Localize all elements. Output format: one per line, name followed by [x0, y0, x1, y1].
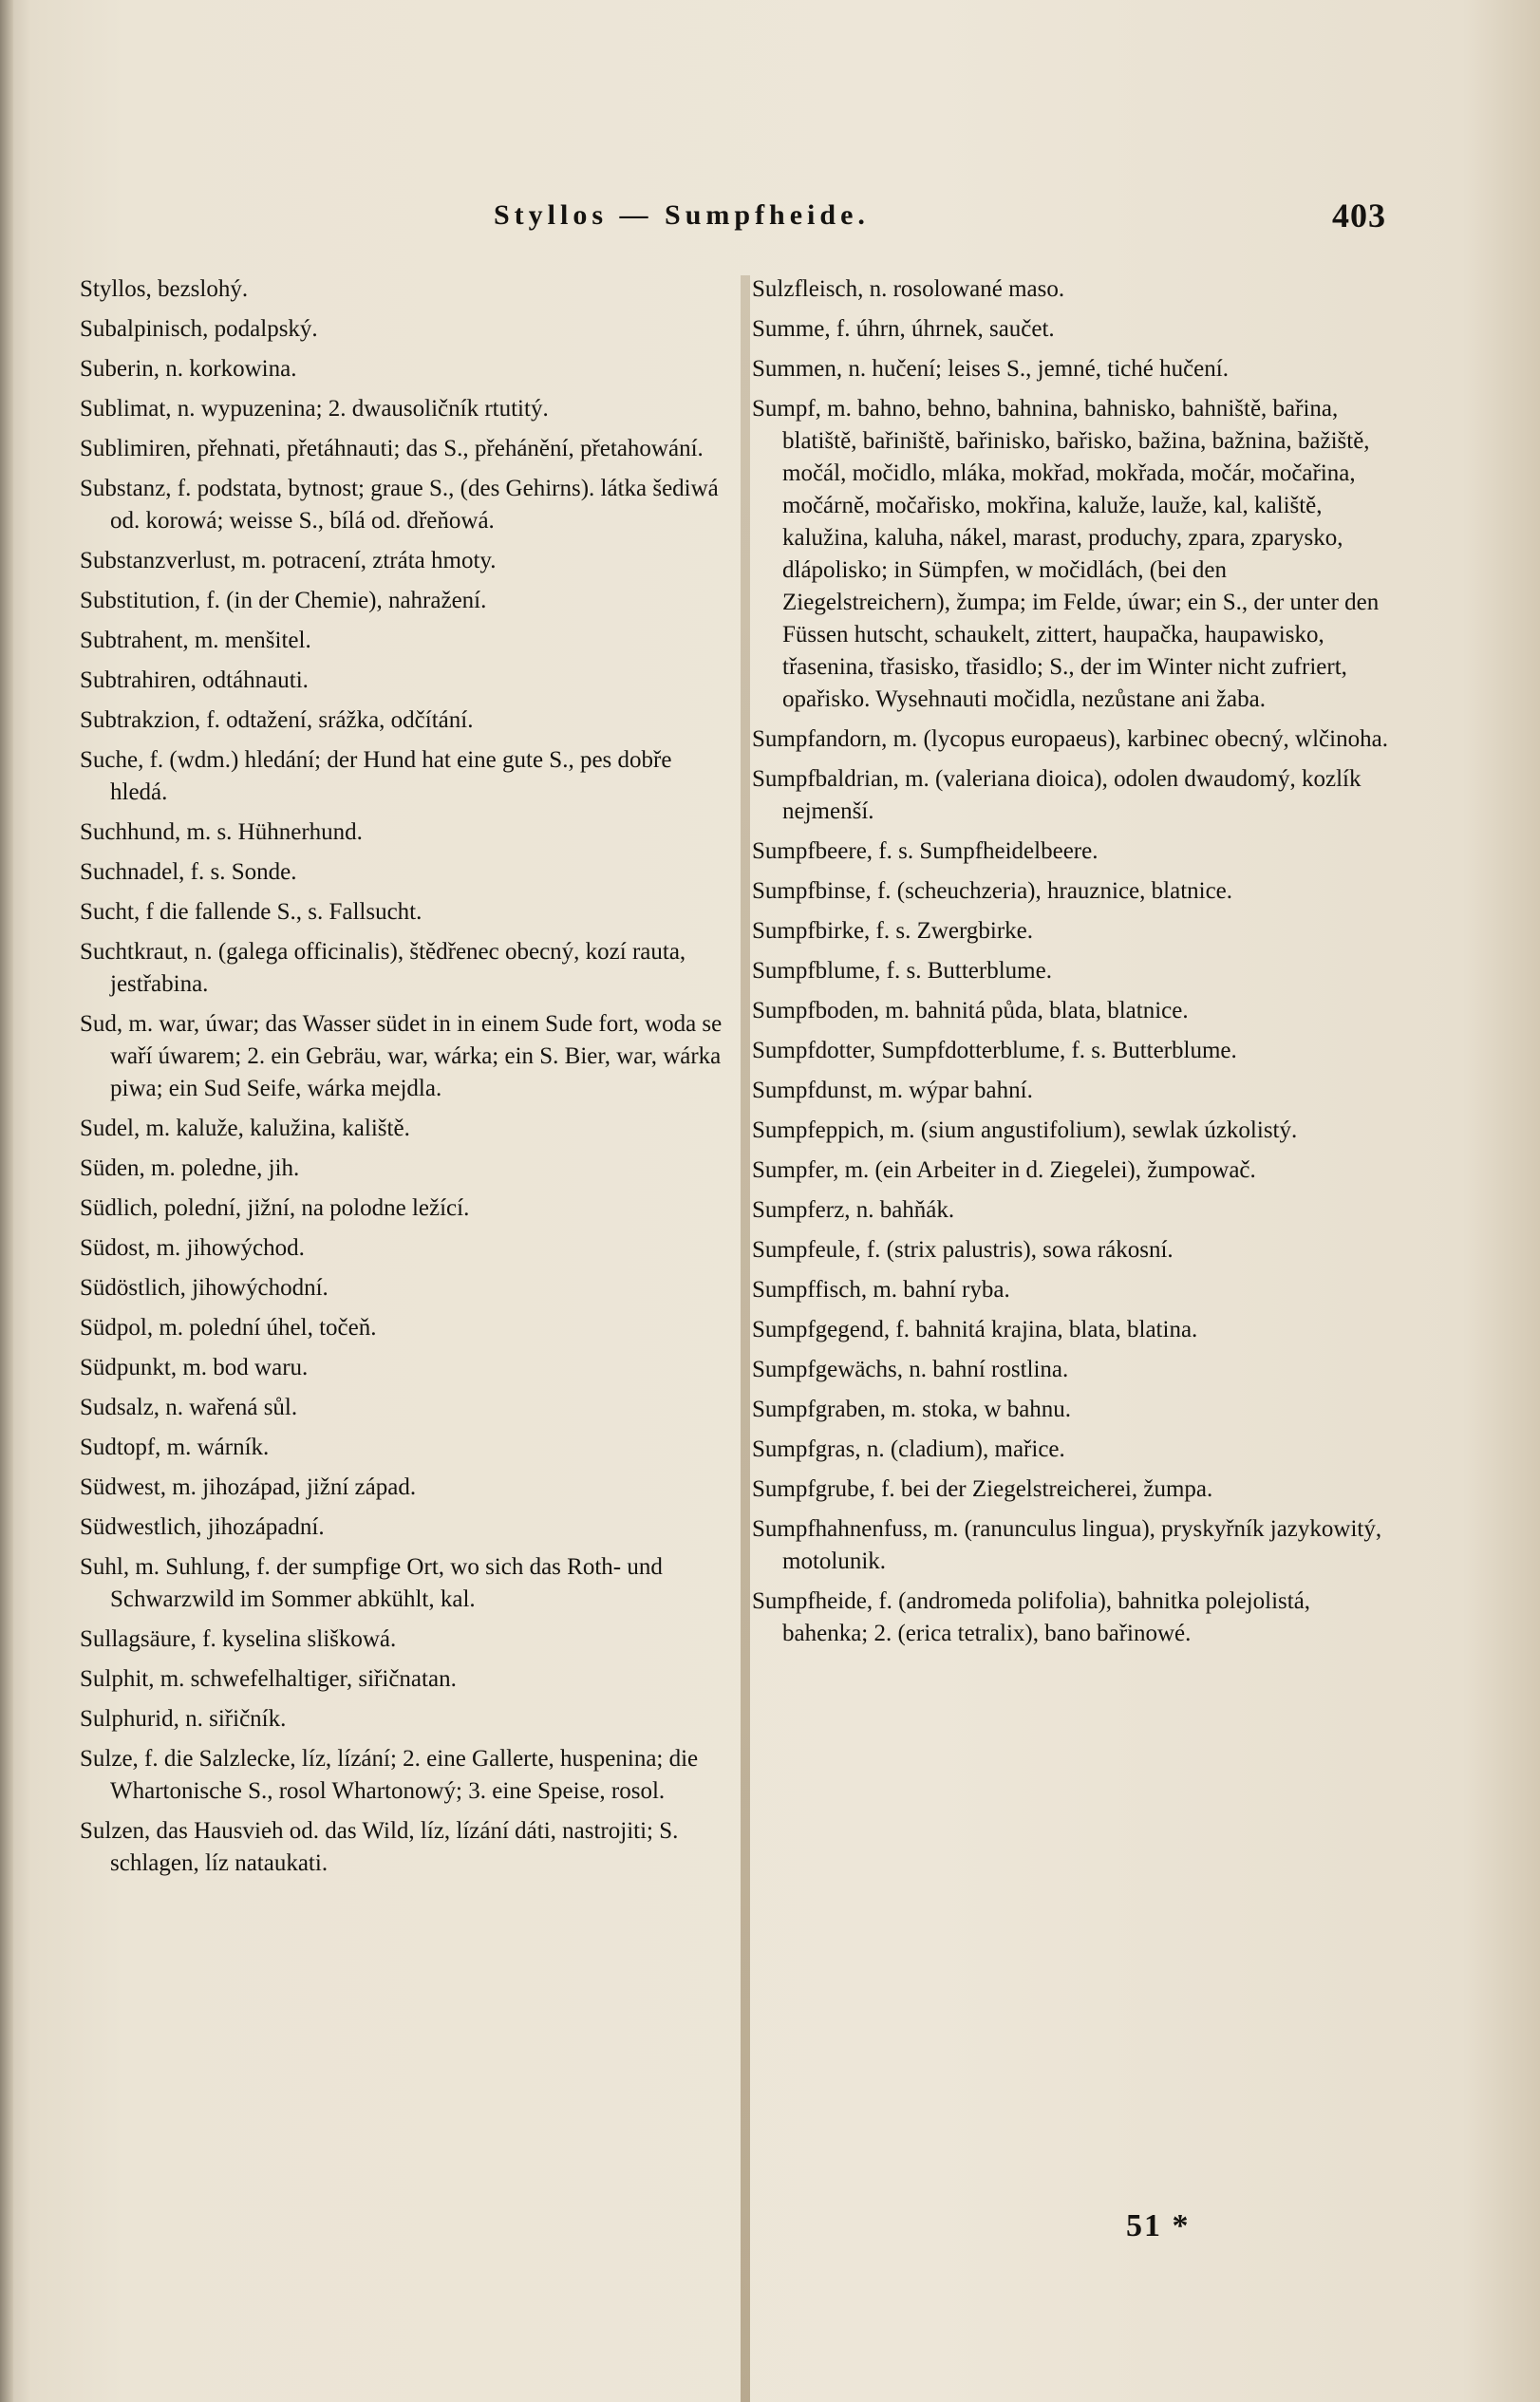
dictionary-entry: Südost, m. jihowýchod.	[80, 1235, 305, 1261]
left-column	[80, 273, 735, 1887]
dictionary-entry: Sumpfeppich, m. (sium angustifolium), sewlak úzkolistý.	[752, 1117, 1298, 1143]
dictionary-entry: Sulzen, das Hausvieh od. das Wild, líz, lízání dáti, nastrojiti; S. schlagen, líz nataukati.	[80, 1818, 679, 1876]
dictionary-entry: Südpunkt, m. bod waru.	[80, 1355, 309, 1380]
dictionary-entry: Substanz, f. podstata, bytnost; graue S., (des Gehirns). látka šediwá od. korowá; weisse S., bílá od. dřeňowá.	[80, 476, 719, 534]
signature-mark: 51 *	[1126, 2208, 1191, 2243]
dictionary-entry: Sumpfeule, f. (strix palustris), sowa rákosní.	[752, 1237, 1174, 1263]
dictionary-entry: Summen, n. hučení; leises S., jemné, tiché hučení.	[752, 356, 1229, 382]
right-column	[752, 273, 1390, 1658]
dictionary-entry: Suchtkraut, n. (galega officinalis), štědřenec obecný, kozí rauta, jestřabina.	[80, 939, 686, 997]
dictionary-entry: Sumpfhahnenfuss, m. (ranunculus lingua), pryskyřník jazykowitý, motolunik.	[752, 1516, 1382, 1574]
dictionary-entry: Sulze, f. die Salzlecke, líz, lízání; 2. eine Gallerte, huspenina; die Whartonische S., rosol Whartonowý; 3. eine Speise, rosol.	[80, 1746, 699, 1804]
dictionary-entry: Sumpfheide, f. (andromeda polifolia), bahnitka polejolistá, bahenka; 2. (erica tetralix), bano bařinowé.	[752, 1588, 1311, 1646]
dictionary-entry: Sumpfdotter, Sumpfdotterblume, f. s. Butterblume.	[752, 1038, 1237, 1063]
dictionary-entry: Suchhund, m. s. Hühnerhund.	[80, 819, 363, 845]
dictionary-entry: Sudtopf, m. wárník.	[80, 1435, 270, 1460]
dictionary-entry: Suhl, m. Suhlung, f. der sumpfige Ort, wo sich das Roth- und Schwarzwild im Sommer abkühlt, kal.	[80, 1554, 663, 1612]
dictionary-entry: Subalpinisch, podalpský.	[80, 316, 318, 342]
dictionary-entry: Suberin, n. korkowina.	[80, 356, 297, 382]
dictionary-entry: Südpol, m. polední úhel, točeň.	[80, 1315, 377, 1341]
dictionary-entry: Sublimat, n. wypuzenina; 2. dwausoličník rtutitý.	[80, 396, 549, 422]
dictionary-entry: Substanzverlust, m. potracení, ztráta hmoty.	[80, 548, 497, 573]
dictionary-entry: Sumpf, m. bahno, behno, bahnina, bahnisko, bahniště, bařina, blatiště, bařiniště, bařinisko, bařisko, bažina, bažnina, bažiště, močál, močidlo, mláka, mokřad, mokřada, močár, močařina, močárně, močařisko, mokřina, kaluže, lauže, kal, kaliště, kalužina, kaluha, nákel, marast, produchy, zpara, zparysko, dlápolisko; in Sümpfen, w močidlách, (bei den Ziegelstreichern), žumpa; im Felde, úwar; ein S., der unter den Füssen hutscht, schaukelt, zittert, haupačka, haupawisko, třasenina, třasisko, třasidlo; S., der im Winter nicht zufriert, opařisko. Wysehnauti močidla, nezůstane ani žaba.	[752, 396, 1380, 712]
dictionary-entry: Sumpfer, m. (ein Arbeiter in d. Ziegelei), žumpowač.	[752, 1157, 1256, 1183]
dictionary-entry: Styllos, bezslohý.	[80, 276, 249, 302]
dictionary-entry: Südwest, m. jihozápad, jižní západ.	[80, 1474, 417, 1500]
running-header	[475, 199, 1386, 247]
dictionary-entry: Sumpfboden, m. bahnitá půda, blata, blatnice.	[752, 998, 1189, 1023]
dictionary-entry: Sumpfblume, f. s. Butterblume.	[752, 958, 1052, 984]
dictionary-entry: Summe, f. úhrn, úhrnek, saučet.	[752, 316, 1055, 342]
dictionary-entry: Sulphit, m. schwefelhaltiger, siřičnatan.	[80, 1666, 457, 1692]
dictionary-entry: Sumpfgrube, f. bei der Ziegelstreicherei, žumpa.	[752, 1476, 1213, 1502]
dictionary-entry: Sudel, m. kaluže, kalužina, kaliště.	[80, 1116, 410, 1141]
dictionary-entry: Sumpffisch, m. bahní ryba.	[752, 1277, 1010, 1303]
dictionary-entry: Südwestlich, jihozápadní.	[80, 1514, 325, 1540]
dictionary-entry: Südöstlich, jihowýchodní.	[80, 1275, 329, 1301]
dictionary-entry: Sumpfgewächs, n. bahní rostlina.	[752, 1357, 1069, 1382]
dictionary-entry: Subtrakzion, f. odtažení, srážka, odčítání.	[80, 707, 474, 733]
header-title: Styllos — Sumpfheide.	[494, 199, 870, 231]
dictionary-entry: Sucht, f die fallende S., s. Fallsucht.	[80, 899, 423, 925]
dictionary-entry: Sumpferz, n. bahňák.	[752, 1197, 955, 1223]
dictionary-entry: Sumpfgraben, m. stoka, w bahnu.	[752, 1397, 1072, 1422]
dictionary-entry: Süden, m. poledne, jih.	[80, 1155, 300, 1181]
page-number: 403	[1332, 197, 1386, 235]
dictionary-entry: Sullagsäure, f. kyselina sliškowá.	[80, 1626, 397, 1652]
dictionary-entry: Sumpfgegend, f. bahnitá krajina, blata, blatina.	[752, 1317, 1198, 1342]
page-spine-shadow	[0, 0, 13, 2402]
dictionary-entry: Sudsalz, n. wařená sůl.	[80, 1395, 298, 1420]
dictionary-entry: Sumpfandorn, m. (lycopus europaeus), karbinec obecný, wlčinoha.	[752, 726, 1388, 752]
dictionary-entry: Sublimiren, přehnati, přetáhnauti; das S., přehánění, přetahowání.	[80, 436, 704, 461]
dictionary-entry: Sumpfbinse, f. (scheuchzeria), hrauznice, blatnice.	[752, 878, 1233, 904]
dictionary-entry: Sumpfbirke, f. s. Zwergbirke.	[752, 918, 1034, 944]
dictionary-entry: Subtrahent, m. menšitel.	[80, 628, 311, 653]
dictionary-entry: Sumpfdunst, m. wýpar bahní.	[752, 1078, 1033, 1103]
dictionary-entry: Sumpfbeere, f. s. Sumpfheidelbeere.	[752, 838, 1099, 864]
dictionary-entry: Sumpfgras, n. (cladium), mařice.	[752, 1436, 1065, 1462]
dictionary-entry: Sulphurid, n. siřičník.	[80, 1706, 287, 1732]
dictionary-entry: Subtrahiren, odtáhnauti.	[80, 667, 309, 693]
dictionary-entry: Sulzfleisch, n. rosolowané maso.	[752, 276, 1065, 302]
dictionary-entry: Südlich, polední, jižní, na polodne ležící.	[80, 1195, 470, 1221]
dictionary-entry: Substitution, f. (in der Chemie), nahražení.	[80, 588, 487, 613]
column-gutter-stain	[741, 275, 750, 2402]
dictionary-entry: Suchnadel, f. s. Sonde.	[80, 859, 297, 885]
dictionary-entry: Suche, f. (wdm.) hledání; der Hund hat eine gute S., pes dobře hledá.	[80, 747, 672, 805]
dictionary-entry: Sumpfbaldrian, m. (valeriana dioica), odolen dwaudomý, kozlík nejmenší.	[752, 766, 1362, 824]
dictionary-entry: Sud, m. war, úwar; das Wasser südet in in einem Sude fort, woda se waří úwarem; 2. ein Gebräu, war, wárka; ein S. Bier, war, wárka piwa; ein Sud Seife, wárka mejdla.	[80, 1011, 723, 1101]
